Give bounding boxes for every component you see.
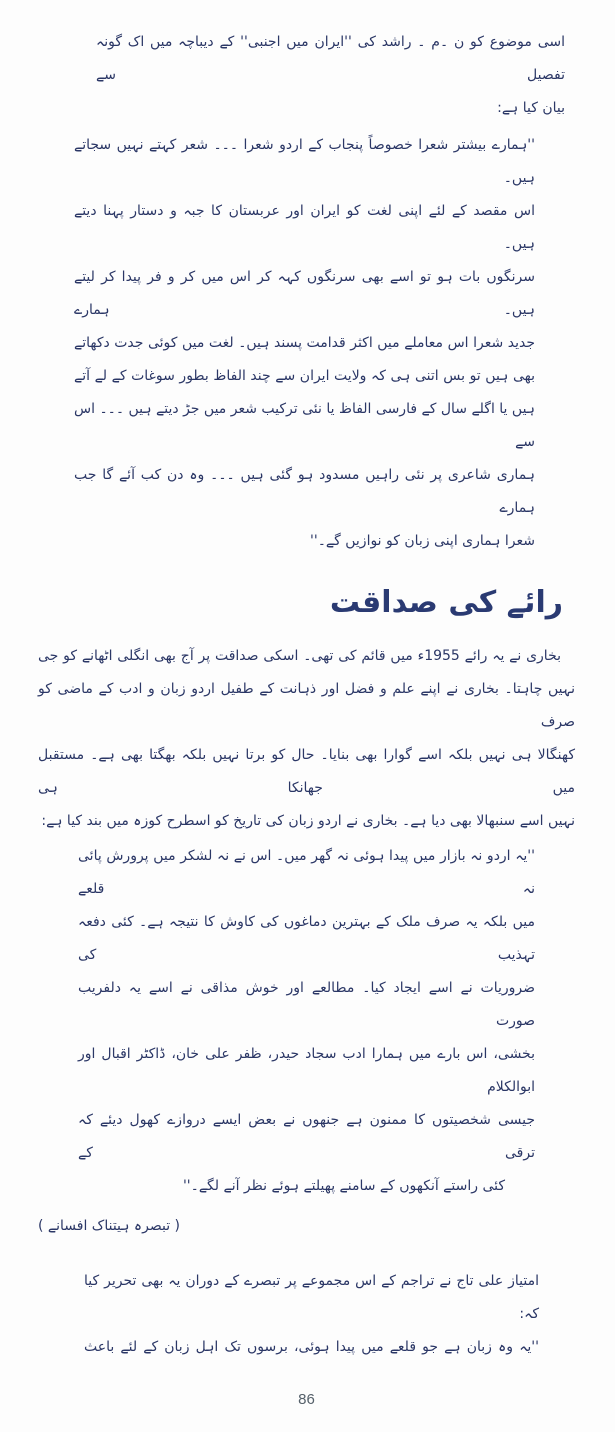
quote-line: اس مقصد کے لئے اپنی لغت کو ایران اور عربستان کا جبہ و دستار پہنا دیتے ہیں۔ <box>74 203 535 252</box>
text-line: ''یہ وہ زبان ہے جو قلعے میں پیدا ہوئی، برسوں تک اہل زبان کے لئے باعث <box>84 1339 539 1355</box>
closing-paragraph <box>84 1265 539 1364</box>
quote-line: ''ہمارے بیشتر شعرا خصوصاً پنجاب کے اردو شعرا ۔۔۔ شعر کہتے نہیں سجاتے ہیں۔ <box>74 137 535 186</box>
text-line: امتیاز علی تاج نے تراجم کے اس مجموعے پر تبصرے کے دوران یہ بھی تحریر کیا کہ: <box>84 1273 539 1322</box>
text-line: کھنگالا ہی نہیں بلکہ اسے گوارا بھی بنایا۔ حال کو برتا نہیں بلکہ بھگتا بھی ہے۔ مستقبل میں جھانکا ہی <box>38 747 575 796</box>
block-quote-rashid <box>74 129 535 558</box>
text-line: بیان کیا ہے: <box>497 100 565 116</box>
block-quote-bukhari <box>78 840 535 1203</box>
section-heading: رائے کی صداقت <box>329 585 563 620</box>
quote-line: شعرا ہماری اپنی زبان کو نوازیں گے۔'' <box>310 533 535 549</box>
quote-line: ''یہ اردو نہ بازار میں پیدا ہوئی نہ گھر میں۔ اس نے نہ لشکر میں پرورش پائی نہ قلعے <box>78 848 535 897</box>
text-line: نہیں چاہتا۔ بخاری نے اپنے علم و فضل اور ذہانت کے طفیل اردو زبان و ادب کے ماضی کو صرف <box>38 681 575 730</box>
text-line: اسی موضوع کو ن ۔م ۔ راشد کی ''ایران میں اجنبی'' کے دیباچہ میں اک گونہ تفصیل سے <box>96 34 565 83</box>
body-paragraph <box>38 640 575 838</box>
intro-paragraph <box>96 26 565 125</box>
quote-line: ضروریات نے اسے ایجاد کیا۔ مطالعے اور خوش مذاقی نے اسے یہ دلفریب صورت <box>78 980 535 1029</box>
quote-line: کئی راستے آنکھوں کے سامنے پھیلتے ہوئے نظر آنے لگے۔'' <box>182 1178 505 1194</box>
quote-line: بھی ہیں تو بس اتنی ہی کہ ولایت ایران سے چند الفاظ بطور سوغات کے لے آتے <box>74 368 535 384</box>
page-number: 86 <box>298 1391 315 1408</box>
quote-line: سرنگوں بات ہو تو اسے بھی سرنگوں کہہ کر اس میں کر و فر پیدا کر لیتے ہیں۔ ہمارے <box>74 269 535 318</box>
text-line: نہیں اسے سنبھالا بھی دیا ہے۔ بخاری نے اردو زبان کی تاریخ کو اسطرح کوزہ میں بند کیا ہے: <box>41 813 575 829</box>
quote-line: جدید شعرا اس معاملے میں اکثر قدامت پسند ہیں۔ لغت میں کوئی جدت دکھاتے <box>74 335 535 351</box>
quote-line: ہیں یا اگلے سال کے فارسی الفاظ یا نئی ترکیب شعر میں جڑ دیتے ہیں ۔۔۔ اس سے <box>74 401 535 450</box>
quote-line: میں بلکہ یہ صرف ملک کے بہترین دماغوں کی کاوش کا نتیجہ ہے۔ کئی دفعہ تہذیب کی <box>78 914 535 963</box>
quote-line: جیسی شخصیتوں کا ممنون ہے جنھوں نے بعض ایسے دروازے کھول دیئے کہ ترقی کے <box>78 1112 535 1161</box>
quote-line: بخشی، اس بارے میں ہمارا ادب سجاد حیدر، ظفر علی خان، ڈاکٹر اقبال اور ابوالکلام <box>78 1046 535 1095</box>
text-line: بخاری نے یہ رائے 1955ء میں قائم کی تھی۔ اسکی صداقت پر آج بھی انگلی اٹھانے کو جی <box>38 648 562 664</box>
citation: ( تبصرہ ہیتناک افسانے ) <box>38 1218 181 1234</box>
quote-line: ہماری شاعری پر نئی راہیں مسدود ہو گئی ہیں ۔۔۔ وہ دن کب آئے گا جب ہمارے <box>74 467 535 516</box>
